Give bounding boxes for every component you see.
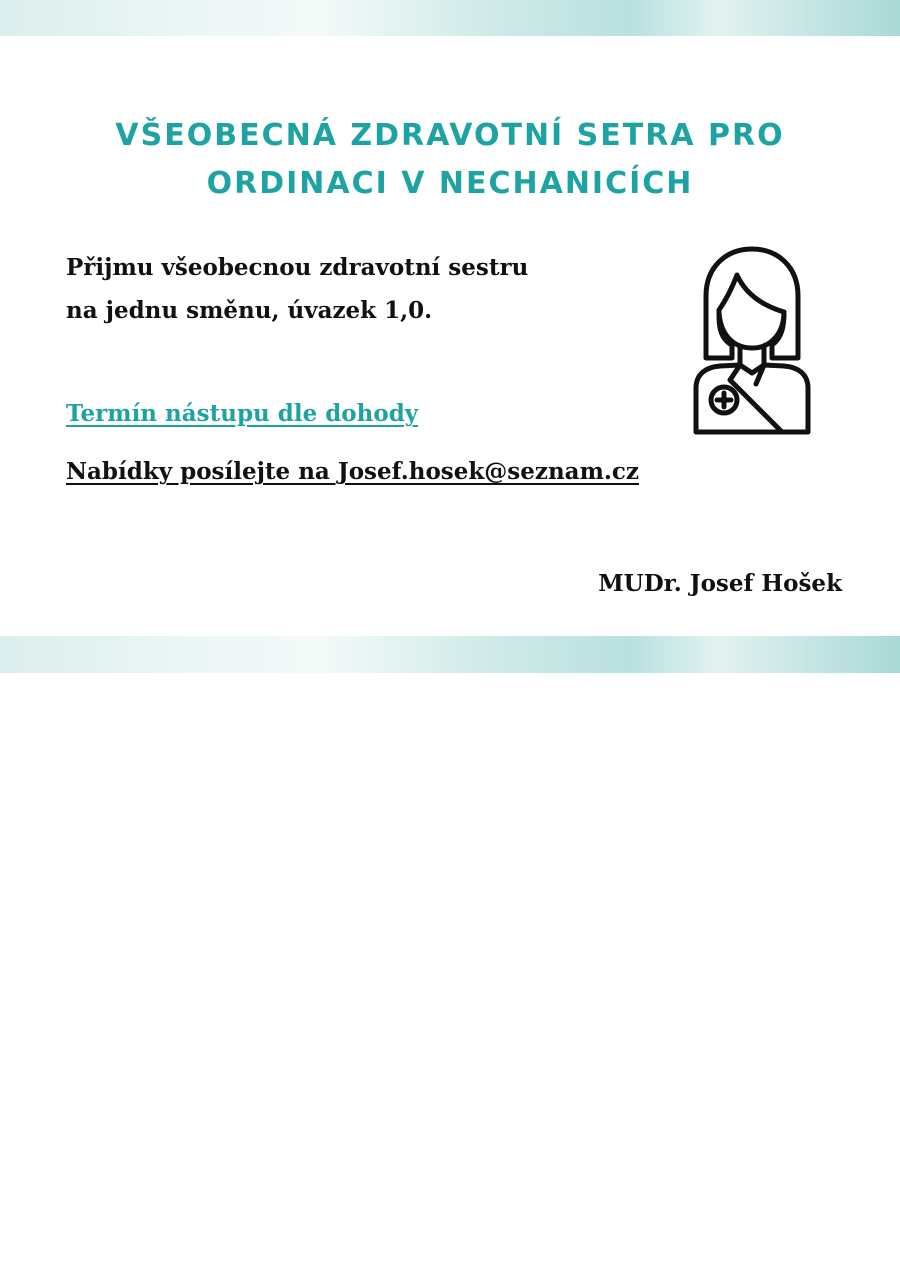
nurse-icon [684, 240, 820, 440]
start-date-text: Termín nástupu dle dohody [66, 400, 419, 427]
signature: MUDr. Josef Hošek [598, 570, 842, 597]
page-title [0, 112, 900, 208]
top-decorative-band [0, 0, 900, 36]
intro-line-2: na jednu směnu, úvazek 1,0. [66, 297, 433, 324]
bottom-decorative-band [0, 636, 900, 673]
title-line-2: ORDINACI V NECHANICÍCH [206, 166, 694, 202]
intro-line-1: Přijmu všeobecnou zdravotní sestru [66, 254, 529, 281]
contact-email-text: Nabídky posílejte na Josef.hosek@seznam.cz [66, 458, 639, 485]
title-line-1: VŠEOBECNÁ ZDRAVOTNÍ SETRA PRO [115, 118, 785, 154]
